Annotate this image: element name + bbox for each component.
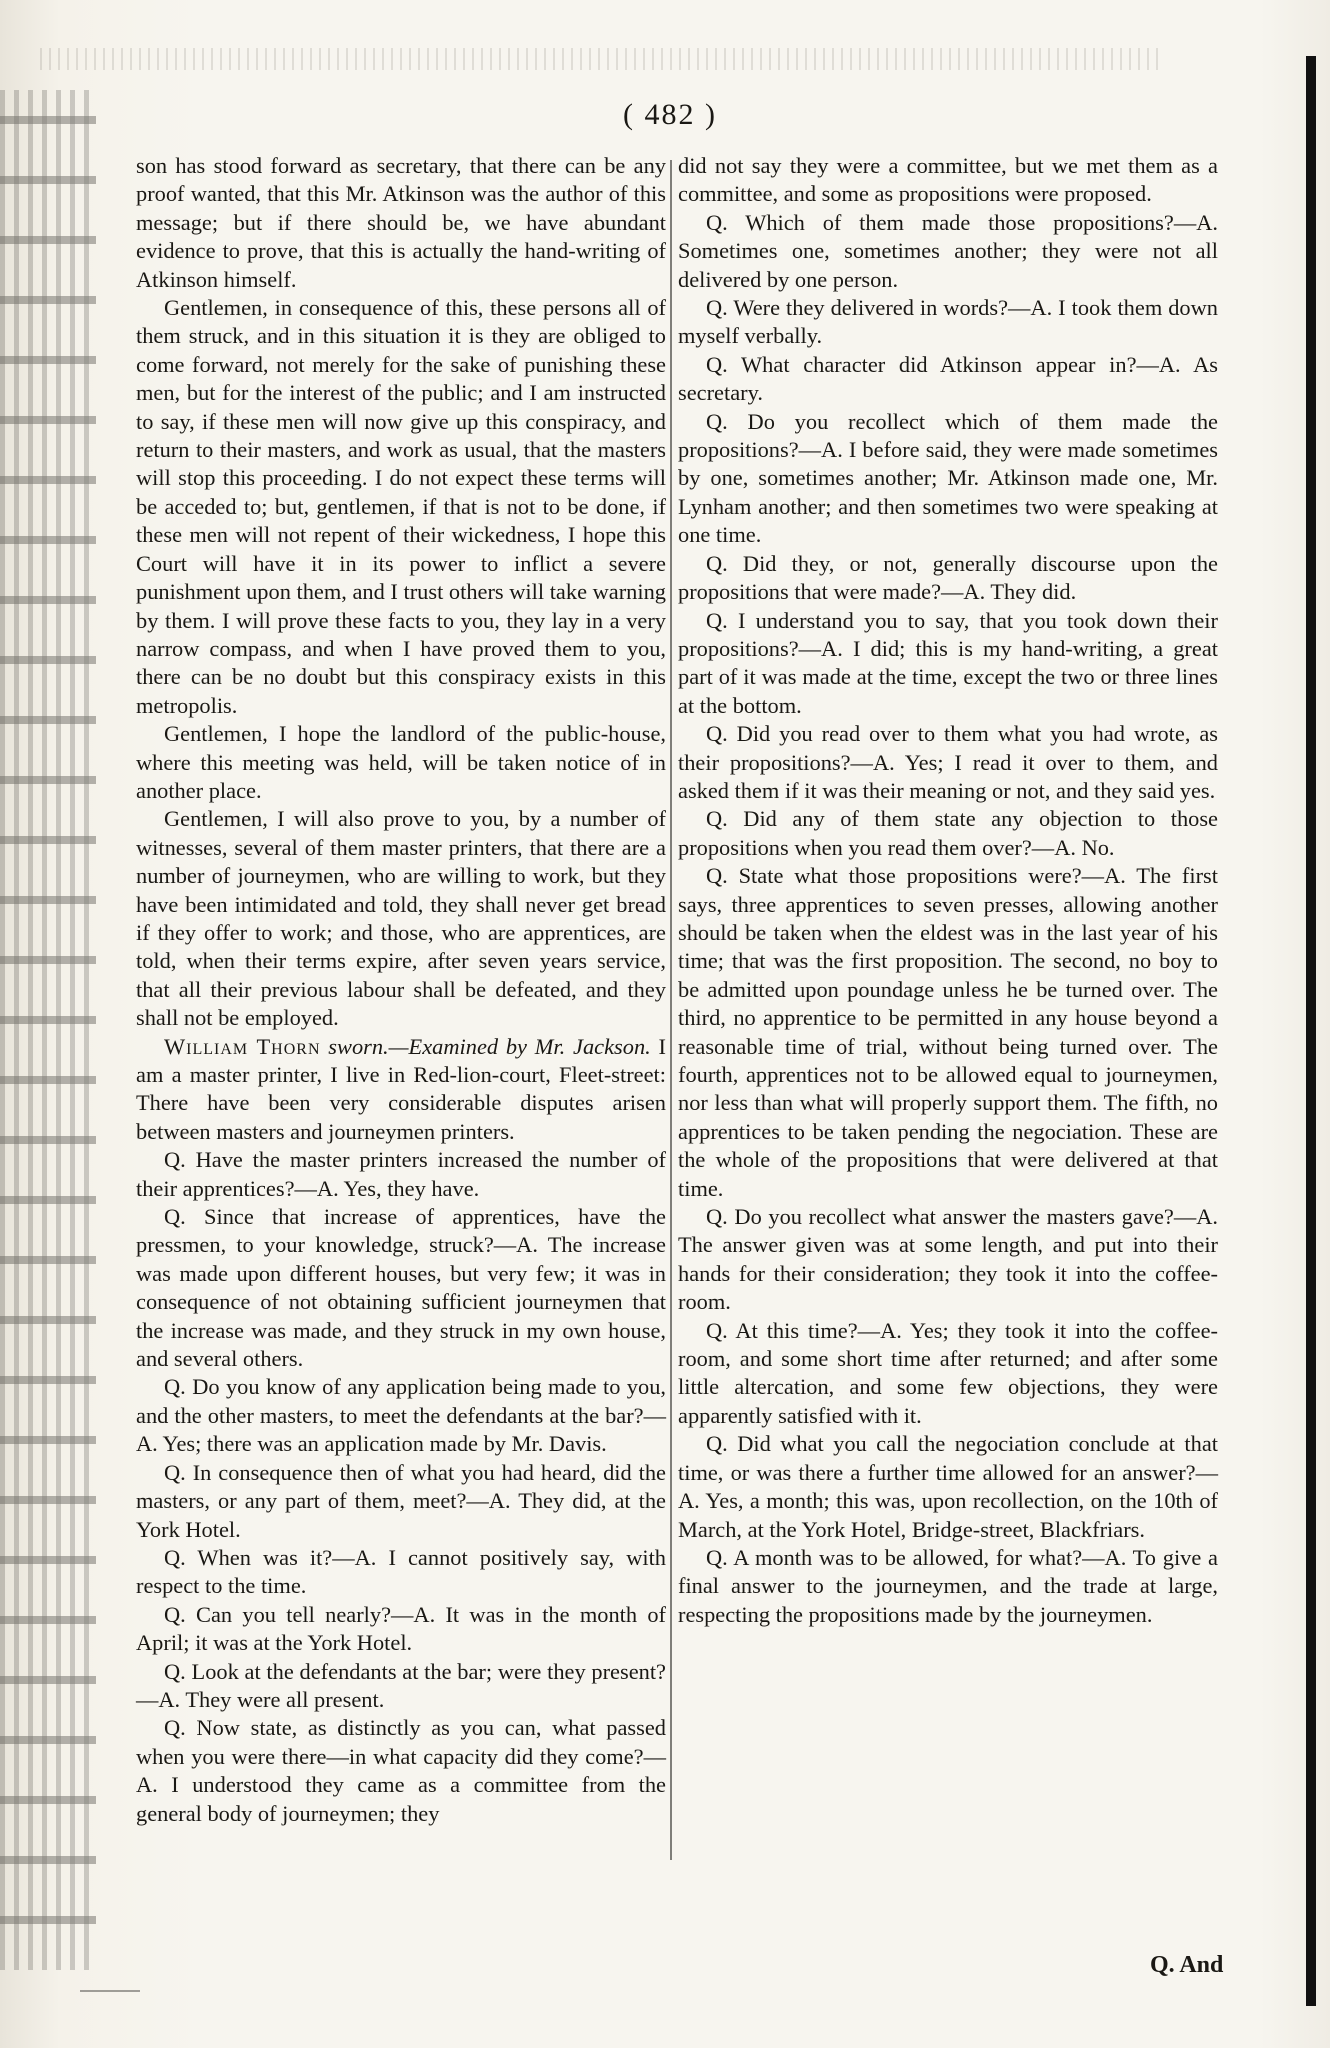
qa-item: Q. Can you tell nearly?—A. It was in the month of April; it was at the York Hotel. xyxy=(136,1601,666,1656)
qa-item: Q. Do you recollect what answer the masters gave?—A. The answer given was at some length, and put into their hands for their consideration; they took it into the coffee-room. xyxy=(678,1204,1218,1315)
scan-noise-top xyxy=(40,48,1160,70)
binding-edge xyxy=(0,90,96,1970)
qa-item: Q. Which of them made those propositions?—A. Sometimes one, sometimes another; they were not all delivered by one person. xyxy=(678,209,1218,292)
paragraph: Gentlemen, in consequence of this, these persons all of them struck, and in this situation it is they are obliged to come forward, not merely for the sake of punishing these men, but for the interest of the public; and I am instructed to say, if these men will now give up this conspiracy, and return to their masters, and work as usual, that the masters will stop this proceeding. I do not expect these terms will be acceded to; but, gentlemen, if that is not to be done, if these men will not repent of their wickedness, I hope this Court will have it in its power to inflict a severe punishment upon them, and I trust others will take warning by them. I will prove these facts to you, they lay in a very narrow compass, and when I have proved them to you, there can be no doubt but this conspiracy exists in this metropolis. xyxy=(136,295,666,718)
qa-item: Q. Did they, or not, generally discourse upon the propositions that were made?—A. They did. xyxy=(678,550,1218,605)
column-divider xyxy=(670,160,672,1860)
qa-item: Q. Do you recollect which of them made the propositions?—A. I before said, they were made sometimes by one, sometimes another; Mr. Atkinson made one, Mr. Lynham another; and then sometimes two were speaking at one time. xyxy=(678,408,1218,548)
qa-item: Q. In consequence then of what you had heard, did the masters, or any part of them, meet?—A. They did, at the York Hotel. xyxy=(136,1459,666,1542)
paragraph: did not say they were a committee, but we met them as a committee, and some as propositions were proposed. xyxy=(678,153,1218,207)
page-edge-rule xyxy=(1306,56,1316,2006)
qa-item: Q. Did what you call the negociation conclude at that time, or was there a further time allowed for an answer?—A. Yes, a month; this was, upon recollection, on the 10th of March, at the York Hotel, Bridge-street, Blackfriars. xyxy=(678,1431,1218,1542)
qa-item: Q. Have the master printers increased the number of their apprentices?—A. Yes, they have. xyxy=(136,1147,666,1201)
qa-item: Q. I understand you to say, that you took down their propositions?—A. I did; this is my hand-writing, a great part of it was made at the time, except the two or three lines at the bottom. xyxy=(678,607,1218,718)
witness-paragraph xyxy=(136,1033,666,1147)
qa-item: Q. Look at the defendants at the bar; were they present?—A. They were all present. xyxy=(136,1658,666,1712)
paragraph: Gentlemen, I hope the landlord of the public-house, where this meeting was held, will be taken notice of in another place. xyxy=(136,721,666,803)
qa-item: Q. State what those propositions were?—A. The first says, three apprentices to seven presses, allowing another should be taken when the eldest was in the last year of his time; that was the first proposition. The second, no boy to be admitted upon poundage unless he be turned over. The third, no apprentice to be permitted in any house beyond a reasonable time of trial, without being turned over. The fourth, apprentices not to be allowed equal to journeymen, nor less than what will properly support them. The fifth, no apprentices to be taken pending the negociation. These are the whole of the propositions that were delivered at that time. xyxy=(678,863,1218,1201)
page-number: ( 482 ) xyxy=(623,98,717,131)
left-column xyxy=(136,152,666,1828)
qa-item: Q. Were they delivered in words?—A. I took them down myself verbally. xyxy=(678,295,1218,349)
qa-item: Q. Do you know of any application being made to you, and the other masters, to meet the defendants at the bar?—A. Yes; there was an application made by Mr. Davis. xyxy=(136,1374,666,1457)
qa-item: Q. When was it?—A. I cannot positively say, with respect to the time. xyxy=(136,1544,666,1599)
qa-item: Q. What character did Atkinson appear in?—A. As secretary. xyxy=(678,351,1218,406)
paragraph: Gentlemen, I will also prove to you, by a number of witnesses, several of them master printers, that there are a number of journeymen, who are willing to work, but they have been intimidated and told, they shall never get bread if they offer to work; and those, who are apprentices, are told, when their terms expire, after seven years service, that all their previous labour shall be defeated, and they shall not be employed. xyxy=(136,806,666,1031)
qa-item: Q. Did any of them state any objection to those propositions when you read them over?—A. No. xyxy=(678,806,1218,860)
right-column xyxy=(678,152,1218,1629)
qa-item: Q. A month was to be allowed, for what?—A. To give a final answer to the journeymen, and the trade at large, respecting the propositions made by the journeymen. xyxy=(678,1544,1218,1627)
witness-intro: I am a master printer, I live in Red-lion-court, Fleet-street: There have been very considerable disputes arisen between masters and journeymen printers. xyxy=(136,1033,666,1144)
catchword: Q. And xyxy=(1150,1952,1224,1978)
witness-name: William Thorn xyxy=(164,1033,321,1059)
qa-item: Q. Now state, as distinctly as you can, what passed when you were there—in what capacity did they come?—A. I understood they came as a committee from the general body of journeymen; they xyxy=(136,1715,666,1826)
footer-mark xyxy=(80,1990,140,1992)
qa-item: Q. Since that increase of apprentices, have the pressmen, to your knowledge, struck?—A. The increase was made upon different houses, but very few; it was in consequence of not obtaining sufficient journeymen that the increase was made, and they struck in my own house, and several others. xyxy=(136,1204,666,1372)
witness-sworn: sworn.—Examined by Mr. Jackson. xyxy=(328,1033,651,1059)
paragraph: son has stood forward as secretary, that there can be any proof wanted, that this Mr. Atkinson was the author of this message; but if there should be, we have abundant evidence to prove, that this is actually the hand-writing of Atkinson himself. xyxy=(136,153,666,292)
qa-item: Q. At this time?—A. Yes; they took it into the coffee-room, and some short time after returned; and after some little altercation, and some few objections, they were apparently satisfied with it. xyxy=(678,1317,1218,1428)
qa-item: Q. Did you read over to them what you had wrote, as their propositions?—A. Yes; I read it over to them, and asked them if it was their meaning or not, and they said yes. xyxy=(678,721,1218,803)
